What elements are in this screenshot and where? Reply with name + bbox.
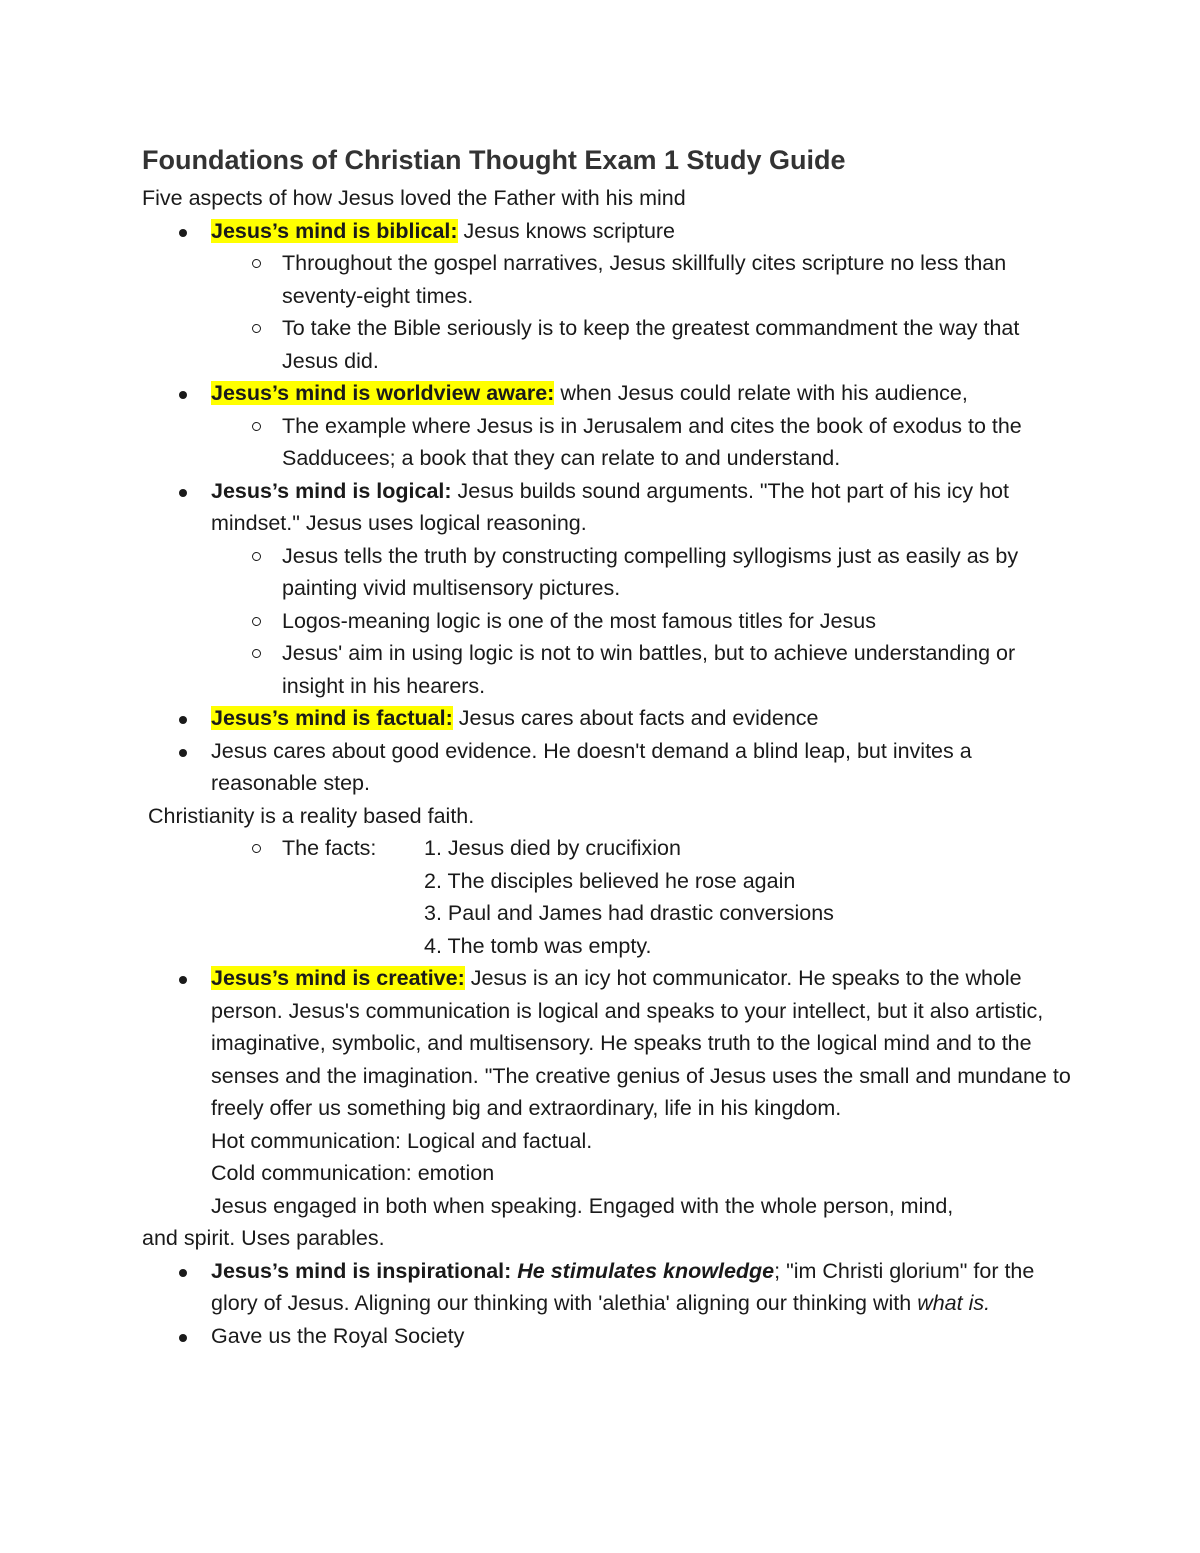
list-item: To take the Bible seriously is to keep the greatest commandment the way that Jesus did. [142, 312, 1072, 377]
logical-label: Jesus’s mind is logical: [211, 478, 452, 503]
reality-line: Christianity is a reality based faith. [148, 803, 475, 828]
aspects-list-continued [142, 962, 1072, 1222]
list-item: Jesus' aim in using logic is not to win battles, but to achieve understanding or insight in his hearers. [142, 637, 1072, 702]
list-item-evidence: Jesus cares about good evidence. He doesn't demand a blind leap, but invites a reasonable step. [142, 735, 1072, 800]
list-item-logical [142, 475, 1072, 703]
aspects-list-final [142, 1255, 1072, 1353]
biblical-text: Jesus knows scripture [457, 218, 676, 243]
creative-text: Jesus is an icy hot communicator. He speaks to the whole person. Jesus's communication is logical and speaks to your intellect, but it also artistic, imaginative, symbolic, and multisensory. He speaks truth to the logical mind and to the senses and the imagination. "The creative genius of Jesus uses the small and mundane to freely offer us something big and extraordinary, life in his kingdom. [211, 966, 1071, 1120]
list-item-inspirational [142, 1255, 1072, 1320]
list-item-royal-society: Gave us the Royal Society [142, 1320, 1072, 1353]
list-item-factual [142, 702, 1072, 735]
inspirational-emphasis: He stimulates knowledge [517, 1258, 775, 1283]
both-line-a: Jesus engaged in both when speaking. Engaged with the whole person, mind, [211, 1193, 954, 1218]
list-item-biblical [142, 215, 1072, 378]
factual-text: Jesus cares about facts and evidence [452, 706, 819, 730]
factual-label: Jesus’s mind is factual: [211, 706, 453, 730]
list-item-facts [142, 832, 1072, 962]
inspirational-text: ; "im Christi glorium" for the glory of Jesus. Aligning our thinking with 'alethia' aligning our thinking with [211, 1258, 1035, 1315]
biblical-sublist [142, 247, 1072, 377]
facts-sublist [142, 832, 1072, 962]
list-item-creative [142, 962, 1072, 1222]
page-title: Foundations of Christian Thought Exam 1 Study Guide [142, 145, 846, 175]
inspirational-end: what is. [917, 1291, 991, 1315]
worldview-sublist [142, 410, 1072, 475]
hot-communication: Hot communication: Logical and factual. [211, 1128, 593, 1153]
list-item: Throughout the gospel narratives, Jesus skillfully cites scripture no less than seventy-eight times. [142, 247, 1072, 312]
fact-item: 1. Jesus died by crucifixion [424, 836, 681, 860]
logical-sublist [142, 540, 1072, 703]
fact-item: 3. Paul and James had drastic conversions [424, 901, 834, 925]
biblical-label: Jesus’s mind is biblical: [211, 218, 458, 243]
list-item: The example where Jesus is in Jerusalem and cites the book of exodus to the Sadducees; a book that they can relate to and understand. [142, 410, 1072, 475]
logical-text: Jesus builds sound arguments. "The hot part of his icy hot mindset." Jesus uses logical reasoning. [211, 478, 1009, 535]
aspects-list [142, 215, 1072, 800]
list-item: Jesus tells the truth by constructing compelling syllogisms just as easily as by painting vivid multisensory pictures. [142, 540, 1072, 605]
list-item: Logos-meaning logic is one of the most famous titles for Jesus [142, 605, 1072, 638]
facts-block [282, 832, 1072, 962]
document-body [142, 140, 1072, 1352]
inspirational-label: Jesus’s mind is inspirational: [211, 1258, 518, 1283]
list-item-worldview [142, 377, 1072, 475]
intro-line: Five aspects of how Jesus loved the Father with his mind [142, 186, 686, 210]
cold-communication: Cold communication: emotion [211, 1161, 495, 1185]
facts-numbered-list [424, 832, 834, 962]
worldview-label: Jesus’s mind is worldview aware: [211, 381, 555, 405]
worldview-text: when Jesus could relate with his audience, [554, 381, 968, 405]
fact-item: 4. The tomb was empty. [424, 933, 652, 958]
fact-item: 2. The disciples believed he rose again [424, 868, 796, 893]
creative-label: Jesus’s mind is creative: [211, 966, 465, 990]
both-line-b: and spirit. Uses parables. [142, 1226, 385, 1250]
facts-label: The facts: [282, 836, 377, 860]
